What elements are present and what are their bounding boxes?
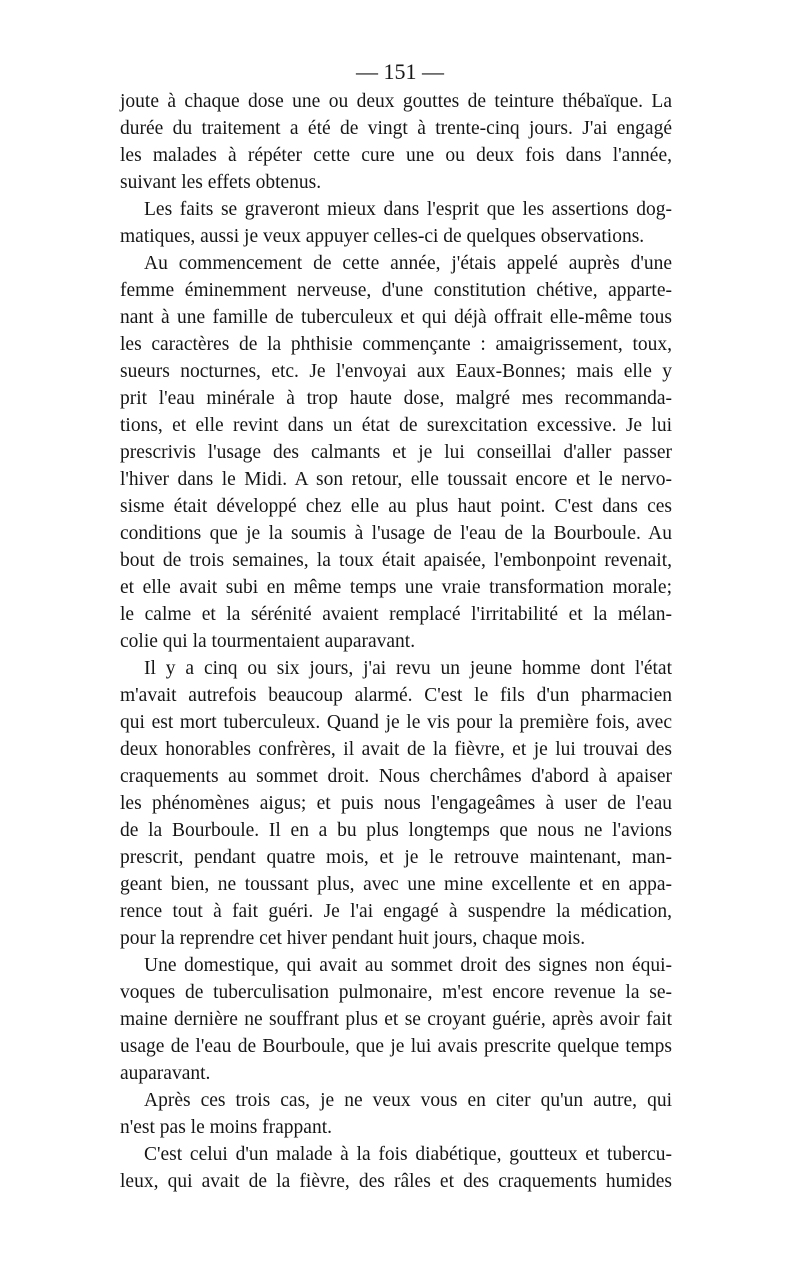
text-line: Une domestique, qui avait au sommet droit des signes non équi- [144, 955, 672, 976]
text-line: prit l'eau minérale à trop haute dose, malgré mes recommanda- [120, 388, 672, 409]
text-line: colie qui la tourmentaient auparavant. [120, 631, 416, 652]
text-line: sisme était développé chez elle au plus haut point. C'est dans ces [120, 496, 672, 517]
text-line: pour la reprendre cet hiver pendant huit jours, chaque mois. [120, 928, 586, 949]
text-line: qui est mort tuberculeux. Quand je le vis pour la première fois, avec [120, 712, 672, 733]
paragraph [120, 88, 672, 196]
text-line: deux honorables confrères, il avait de la fièvre, et je lui trouvai des [120, 739, 672, 760]
text-line: durée du traitement a été de vingt à trente-cinq jours. J'ai engagé [120, 118, 672, 139]
text-line: le calme et la sérénité avaient remplacé l'irritabilité et la mélan- [120, 604, 672, 625]
text-line: C'est celui d'un malade à la fois diabétique, goutteux et tubercu- [144, 1144, 672, 1165]
text-line: bout de trois semaines, la toux était apaisée, l'embonpoint revenait, [120, 550, 672, 571]
text-line: Il y a cinq ou six jours, j'ai revu un jeune homme dont l'état [144, 658, 672, 679]
text-line: maine dernière ne souffrant plus et se croyant guérie, après avoir fait [120, 1009, 672, 1030]
text-line: conditions que je la soumis à l'usage de l'eau de la Bourboule. Au [120, 523, 672, 544]
text-line: Après ces trois cas, je ne veux vous en citer qu'un autre, qui [144, 1090, 672, 1111]
text-line: femme éminemment nerveuse, d'une constitution chétive, apparte- [120, 280, 672, 301]
text-line: auparavant. [120, 1063, 211, 1084]
paragraph [120, 655, 672, 952]
text-line: usage de l'eau de Bourboule, que je lui avais prescrite quelque temps [120, 1036, 672, 1057]
text-line: matiques, aussi je veux appuyer celles-ci de quelques observations. [120, 226, 645, 247]
page-number: — 151 — [356, 59, 444, 84]
text-line: Au commencement de cette année, j'étais appelé auprès d'une [144, 253, 672, 274]
paragraph [120, 1141, 672, 1195]
text-line: les malades à répéter cette cure une ou deux fois dans l'année, [120, 145, 672, 166]
text-line: Les faits se graveront mieux dans l'esprit que les assertions dog- [144, 199, 672, 220]
text-line: et elle avait subi en même temps une vraie transformation morale; [120, 577, 672, 598]
text-line: les caractères de la phthisie commençante : amaigrissement, toux, [120, 334, 672, 355]
text-line: l'hiver dans le Midi. A son retour, elle toussait encore et le nervo- [120, 469, 672, 490]
text-line: joute à chaque dose une ou deux gouttes de teinture thébaïque. La [120, 91, 672, 112]
text-line: prescrit, pendant quatre mois, et je le retrouve maintenant, man- [120, 847, 672, 868]
text-line: m'avait autrefois beaucoup alarmé. C'est le fils d'un pharmacien [120, 685, 672, 706]
text-line: craquements au sommet droit. Nous cherchâmes d'abord à apaiser [120, 766, 672, 787]
paragraph [120, 196, 672, 250]
text-line: geant bien, ne toussant plus, avec une mine excellente et en appa- [120, 874, 672, 895]
text-line: sueurs nocturnes, etc. Je l'envoyai aux Eaux-Bonnes; mais elle y [120, 361, 672, 382]
text-line: voques de tuberculisation pulmonaire, m'est encore revenue la se- [120, 982, 672, 1003]
text-line: de la Bourboule. Il en a bu plus longtemps que nous ne l'avions [120, 820, 672, 841]
text-line: n'est pas le moins frappant. [120, 1117, 333, 1138]
text-line: leux, qui avait de la fièvre, des râles et des craquements humides [120, 1171, 672, 1192]
text-line: les phénomènes aigus; et puis nous l'engageâmes à user de l'eau [120, 793, 672, 814]
text-line: nant à une famille de tuberculeux et qui déjà offrait elle-même tous [120, 307, 672, 328]
paragraph [120, 1087, 672, 1141]
text-line: tions, et elle revint dans un état de surexcitation excessive. Je lui [120, 415, 672, 436]
paragraph [120, 250, 672, 655]
text-line: suivant les effets obtenus. [120, 172, 322, 193]
text-line: prescrivis l'usage des calmants et je lui conseillai d'aller passer [120, 442, 672, 463]
text-line: rence tout à fait guéri. Je l'ai engagé à suspendre la médication, [120, 901, 672, 922]
paragraph [120, 952, 672, 1087]
body-text [120, 88, 672, 1195]
